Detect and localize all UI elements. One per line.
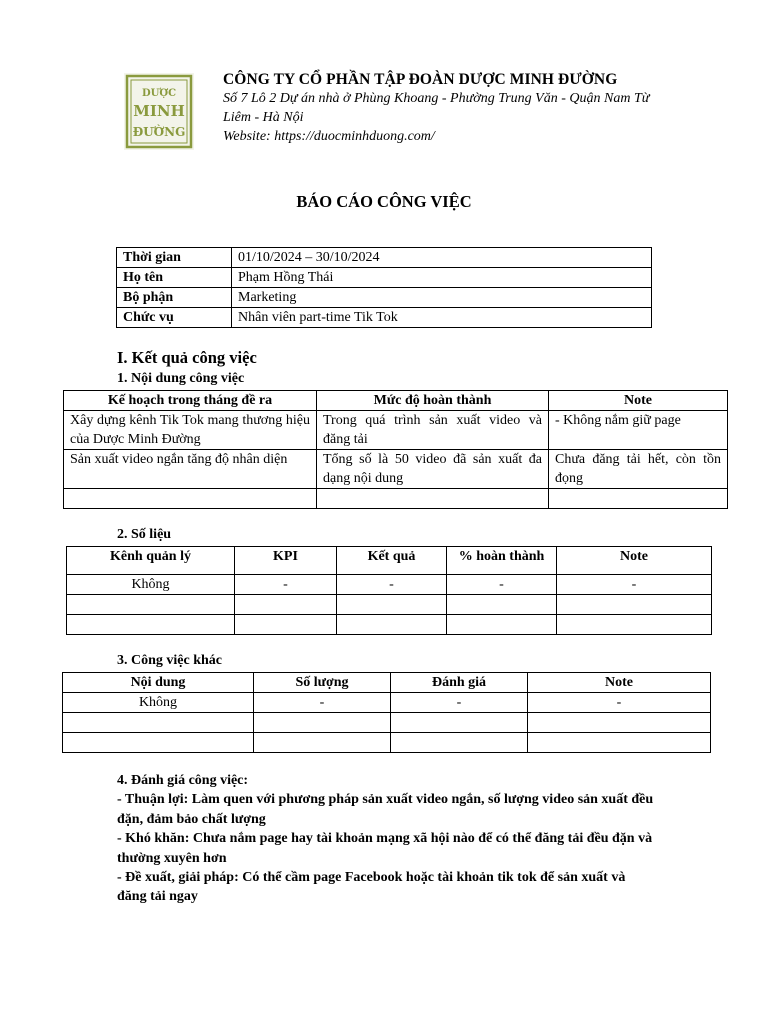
section-heading: I. Kết quả công việc	[117, 348, 257, 367]
info-row	[117, 248, 652, 268]
evaluation-section	[117, 771, 657, 907]
table-row	[63, 733, 711, 753]
evaluation-difficulties: - Khó khăn: Chưa nắm page hay tài khoản mạng xã hội nào để có thể đăng tải đều đặn và thường xuyên hơn	[117, 831, 653, 866]
info-row	[117, 268, 652, 288]
subsection-heading-other-work: 3. Công việc khác	[117, 653, 222, 668]
column-header: Note	[528, 673, 711, 693]
table-header-row	[67, 547, 712, 575]
table-cell	[235, 595, 337, 615]
table-cell	[67, 595, 235, 615]
table-cell: -	[391, 693, 528, 713]
table-row	[64, 489, 728, 509]
evaluation-advantages: - Thuận lợi: Làm quen với phương pháp sản xuất video ngắn, số lượng video sản xuất đều đặn, đảm bảo chất lượng	[117, 792, 654, 827]
table-cell: -	[235, 575, 337, 595]
table-row	[67, 595, 712, 615]
info-value: Nhân viên part-time Tik Tok	[232, 308, 652, 328]
company-logo	[122, 72, 196, 152]
column-header: KPI	[235, 547, 337, 575]
table-row	[63, 693, 711, 713]
company-address: Số 7 Lô 2 Dự án nhà ở Phùng Khoang - Phường Trung Văn - Quận Nam Từ Liêm - Hà Nội	[223, 91, 650, 125]
other-work-table	[62, 672, 711, 753]
info-value: Marketing	[232, 288, 652, 308]
table-cell: Trong quá trình sản xuất video và đăng tải	[317, 411, 549, 450]
table-row	[67, 615, 712, 635]
table-row	[67, 575, 712, 595]
table-cell	[254, 733, 391, 753]
table-header-row	[64, 391, 728, 411]
table-cell: Không	[63, 693, 254, 713]
report-title: BÁO CÁO CÔNG VIỆC	[296, 192, 472, 211]
table-row	[64, 411, 728, 450]
metrics-table	[66, 546, 712, 635]
svg-text:MINH: MINH	[133, 102, 185, 120]
table-cell: -	[254, 693, 391, 713]
subsection-heading-work-content: 1. Nội dung công việc	[117, 371, 245, 386]
table-cell: - Không nắm giữ page	[549, 411, 728, 450]
column-header: % hoàn thành	[447, 547, 557, 575]
table-cell	[63, 713, 254, 733]
table-cell: Sản xuất video ngắn tăng độ nhân diện	[64, 450, 317, 489]
subsection-heading-metrics: 2. Số liệu	[117, 527, 172, 542]
column-header: Số lượng	[254, 673, 391, 693]
info-label: Bộ phận	[117, 288, 232, 308]
company-logo-graphic	[122, 72, 196, 152]
table-cell: -	[337, 575, 447, 595]
info-row	[117, 288, 652, 308]
column-header: Nội dung	[63, 673, 254, 693]
table-cell: Chưa đăng tải hết, còn tồn đọng	[549, 450, 728, 489]
svg-text:DƯỢC: DƯỢC	[141, 88, 177, 99]
table-cell: -	[528, 693, 711, 713]
table-cell: -	[447, 575, 557, 595]
column-header: Mức độ hoàn thành	[317, 391, 549, 411]
table-cell: Không	[67, 575, 235, 595]
info-label: Chức vụ	[117, 308, 232, 328]
table-cell: Xây dựng kênh Tik Tok mang thương hiệu của Dược Minh Đường	[64, 411, 317, 450]
table-cell	[317, 489, 549, 509]
info-label: Họ tên	[117, 268, 232, 288]
column-header: Đánh giá	[391, 673, 528, 693]
table-cell	[447, 615, 557, 635]
table-cell	[528, 733, 711, 753]
table-cell	[557, 615, 712, 635]
table-cell	[391, 713, 528, 733]
company-header	[223, 70, 663, 146]
table-cell	[391, 733, 528, 753]
table-row	[63, 713, 711, 733]
info-table	[116, 247, 652, 328]
company-name: CÔNG TY CỔ PHẦN TẬP ĐOÀN DƯỢC MINH ĐƯỜNG	[223, 71, 618, 88]
table-cell: Tổng số là 50 video đã sản xuất đa dạng nội dung	[317, 450, 549, 489]
work-content-table	[63, 390, 728, 509]
info-label: Thời gian	[117, 248, 232, 268]
table-cell	[67, 615, 235, 635]
table-cell	[337, 595, 447, 615]
table-cell	[447, 595, 557, 615]
evaluation-proposals: - Đề xuất, giải pháp: Có thể cầm page Facebook hoặc tài khoản tik tok để sản xuất và đăng tải ngay	[117, 870, 626, 905]
info-value: 01/10/2024 – 30/10/2024	[232, 248, 652, 268]
table-cell	[63, 733, 254, 753]
table-cell: -	[557, 575, 712, 595]
table-header-row	[63, 673, 711, 693]
table-cell	[235, 615, 337, 635]
subsection-heading-evaluation: 4. Đánh giá công việc:	[117, 773, 249, 788]
column-header: Kết quả	[337, 547, 447, 575]
svg-text:ĐƯỜNG: ĐƯỜNG	[132, 125, 186, 139]
info-row	[117, 308, 652, 328]
table-cell	[64, 489, 317, 509]
column-header: Note	[549, 391, 728, 411]
column-header: Kênh quản lý	[67, 547, 235, 575]
info-value: Phạm Hồng Thái	[232, 268, 652, 288]
column-header: Note	[557, 547, 712, 575]
table-cell	[254, 713, 391, 733]
table-row	[64, 450, 728, 489]
table-cell	[337, 615, 447, 635]
table-cell	[528, 713, 711, 733]
table-cell	[557, 595, 712, 615]
table-cell	[549, 489, 728, 509]
company-website: Website: https://duocminhduong.com/	[223, 129, 435, 144]
column-header: Kế hoạch trong tháng đề ra	[64, 391, 317, 411]
